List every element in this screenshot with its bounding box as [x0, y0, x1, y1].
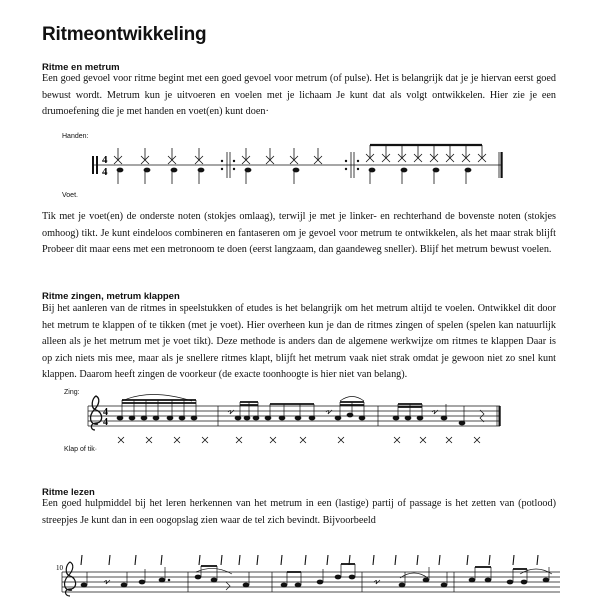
paragraph-ritme-zingen: Bij het aanleren van de ritmes in speelstukken of etudes is het belangrijk om het metrum altijd te voelen. Ontwikkel dit door het metrum te klappen of te tikken (met je voet). Hier overheen kun je dan de ritmes zingen of spelen (spelen kan natuurlijk alleen als je het metrum met je voet tikt). Deze methode is anders dan de algemene werkwijze om ritmes te klappen Daar is op zich niets mis mee, maar als je snellere ritmes klapt, blijft het metrum vaak niet strak omdat je gewoon niet zo snel kunt klappen. Daarom heeft zingen de voorkeur (de exacte toonhoogte is hier niet van belang).	[42, 303, 556, 381]
label-klap-of-tik: Klap of tik·	[64, 446, 98, 453]
label-zing: Zing:	[64, 389, 80, 396]
time-signature-top: 4	[102, 154, 108, 166]
treble-clef	[65, 562, 76, 596]
drum-measure-2	[242, 148, 322, 184]
paragraph-metrum-intro: Een goed gevoel voor ritme begint met een goed gevoel voor metrum (of pulse). Het is belangrijk dat je je hiervan eerst goed bewust wordt. Metrum kun je uitvoeren en voelen met je lichaam Je kunt dat als volgt ontwikkelen. Hier zie je een drumoefening die je met handen en voet(en) kunt doen·	[42, 73, 556, 118]
percussion-clef-bar-1	[92, 156, 94, 174]
section-heading-ritme-en-metrum: Ritme en metrum	[42, 62, 120, 73]
time-signature-top: 4	[103, 407, 108, 418]
repeat-dot	[345, 160, 347, 162]
reading-example-staff	[0, 552, 600, 600]
repeat-dot	[221, 168, 223, 170]
repeat-dot	[221, 160, 223, 162]
repeat-dot	[345, 168, 347, 170]
time-signature-bottom: 4	[102, 166, 108, 178]
sing-clap-staff	[0, 390, 600, 450]
sing-measure-3-notes	[393, 404, 484, 425]
drum-measure-1	[114, 148, 204, 184]
measure-number: 10	[56, 564, 63, 572]
repeat-dot	[233, 160, 235, 162]
sing-measure-2-notes	[228, 397, 365, 421]
drum-exercise-staff	[0, 140, 600, 190]
section-heading-ritme-lezen: Ritme lezen	[42, 487, 95, 498]
treble-clef	[91, 396, 102, 430]
barline-final-thick	[501, 152, 503, 178]
section-heading-ritme-zingen: Ritme zingen, metrum klappen	[42, 291, 180, 302]
paragraph-metrum-uitleg: Tik met je voet(en) de onderste noten (stokjes omlaag), terwijl je met je linker- en rechterhand de bovenste noten (stokjes omhoog) tikt. Je kunt eindeloos combineren en fantaseren om je gevoel voor metrum te ontwikkelen, als het maar strak blijft Probeer dit maar eens met een metronoom te doen (eerst langzaam, dan gaandeweg sneller). Blijf het metrum bewust voelen.	[42, 211, 556, 256]
repeat-dot	[357, 160, 359, 162]
page-title: Ritmeontwikkeling	[42, 24, 207, 45]
clap-marks	[118, 437, 480, 443]
pencil-beat-marks	[81, 555, 538, 565]
treble-staff-lines	[88, 406, 500, 426]
repeat-dot	[357, 168, 359, 170]
label-voet: Voet.	[62, 192, 78, 199]
repeat-dot	[233, 168, 235, 170]
label-handen: Handen:	[62, 133, 89, 140]
reading-staff-lines	[62, 572, 560, 592]
percussion-clef-bar-2	[96, 156, 98, 174]
drum-measure-3	[366, 145, 486, 184]
barline-final-thick	[499, 406, 501, 426]
time-signature-bottom: 4	[103, 417, 108, 428]
paragraph-ritme-lezen: Een goed hulpmiddel bij het leren herkennen van het metrum in een (lastige) partij of passage is het zetten van (potlood) streepjes Je kunt dan in een oogopslag zien waar de tel zich bevindt. Bijvoorbeeld	[42, 498, 556, 526]
